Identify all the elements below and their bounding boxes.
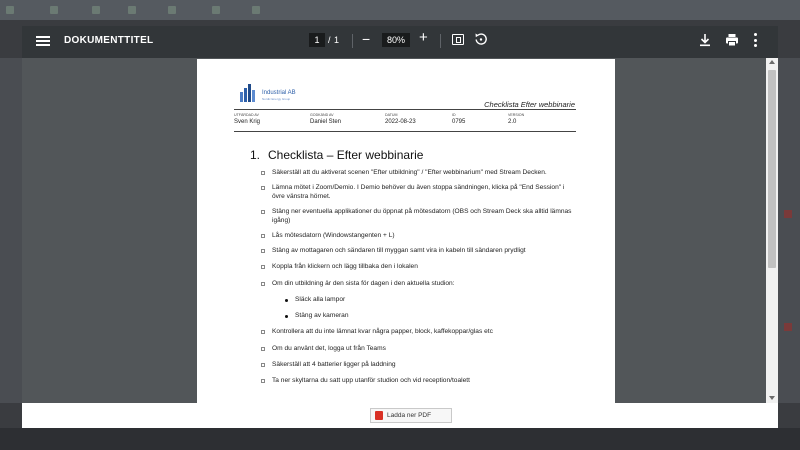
- toolbar-divider: [352, 34, 353, 48]
- sub-item: Släck alla lampor: [295, 296, 346, 303]
- checkbox-icon: [261, 265, 265, 269]
- checklist-item: Lämna mötet i Zoom/Demio. I Demio behöver du även stoppa sändningen, klicka på "End Session" i övre vänstra hörnet.: [272, 184, 565, 200]
- more-icon[interactable]: [753, 33, 757, 47]
- viewer-toolbar: [22, 26, 778, 58]
- page-separator: /: [328, 35, 331, 45]
- download-icon[interactable]: [699, 33, 711, 47]
- checkbox-icon: [261, 379, 265, 383]
- meta-value: 0795: [452, 119, 466, 125]
- fit-page-icon[interactable]: [452, 34, 464, 45]
- bullet-icon: [285, 315, 288, 318]
- background-bookmark: [168, 4, 176, 16]
- rotate-icon[interactable]: [474, 32, 488, 46]
- pdf-page: [197, 59, 615, 403]
- checkbox-icon: [261, 347, 265, 351]
- bullet-icon: [285, 299, 288, 302]
- download-pdf-button[interactable]: [370, 408, 452, 423]
- checklist-item: Kontrollera att du inte lämnat kvar några papper, block, kaffekoppar/glas etc: [272, 328, 493, 335]
- zoom-in-button[interactable]: +: [419, 29, 428, 46]
- checkbox-icon: [261, 249, 265, 253]
- toolbar-divider: [440, 34, 441, 48]
- scrollbar-thumb[interactable]: [768, 70, 776, 268]
- background-bookmark: [6, 4, 14, 16]
- checkbox-icon: [261, 210, 265, 214]
- viewer-footer: [22, 403, 778, 428]
- background-right-panel: [778, 58, 800, 403]
- background-bookmark: [252, 4, 260, 16]
- print-icon[interactable]: [725, 33, 739, 47]
- zoom-level-input[interactable]: 80%: [382, 33, 410, 47]
- scroll-down-icon[interactable]: [769, 396, 775, 400]
- header-rule: [234, 109, 576, 110]
- page-total: 1: [334, 35, 340, 45]
- checklist-item: Ta ner skyltarna du satt upp utanför studion och vid reception/toalett: [272, 377, 470, 384]
- meta-label: GODKÄND AV: [310, 113, 334, 117]
- checklist-item: Om din utbildning är den sista för dagen i den aktuella studion:: [272, 280, 455, 287]
- checkbox-icon: [261, 363, 265, 367]
- checkbox-icon: [261, 282, 265, 286]
- document-title: DOKUMENTTITEL: [64, 35, 154, 46]
- section-title-text: Checklista – Efter webbinarie: [268, 148, 424, 162]
- checkbox-icon: [261, 171, 265, 175]
- section-title: [250, 148, 423, 162]
- page-number-input[interactable]: 1: [309, 33, 325, 47]
- checklist-item: Om du använt det, logga ut från Teams: [272, 345, 386, 352]
- background-marker: [784, 323, 792, 331]
- checklist-item: Stäng ner eventuella applikationer du öppnat på mötesdatorn (OBS och Stream Deck ska alltid lämnas igång): [272, 208, 572, 224]
- sub-item: Stäng av kameran: [295, 312, 349, 319]
- background-marker: [784, 210, 792, 218]
- background-bookmarks-bar: [0, 0, 800, 20]
- meta-label: VERSION: [508, 113, 525, 117]
- pdf-viewer: [22, 58, 778, 403]
- background-bookmark: [128, 4, 136, 16]
- document-heading: Checklista Efter webbinarie: [484, 100, 575, 109]
- background-bookmark: [212, 4, 220, 16]
- background-left-panel: [0, 58, 22, 403]
- background-bottom-bar: [0, 428, 800, 450]
- checklist-item: Säkerställ att du aktiverat scenen "Efter utbildning" / "Efter webbinarium" med Stream Decken.: [272, 169, 547, 176]
- download-pdf-label: Ladda ner PDF: [387, 412, 432, 419]
- meta-label: UTFÄRDAD AV: [234, 113, 259, 117]
- meta-label: ID: [452, 113, 456, 117]
- background-bookmark: [92, 4, 100, 16]
- meta-label: DATUM: [385, 113, 398, 117]
- checkbox-icon: [261, 186, 265, 190]
- meta-value: 2022-08-23: [385, 119, 416, 125]
- background-bookmark: [50, 4, 58, 16]
- menu-icon[interactable]: [36, 34, 50, 48]
- company-name: Industrial AB: [262, 90, 296, 96]
- pdf-icon: [375, 411, 383, 420]
- checklist-item: Säkerställ att 4 batterier ligger på laddning: [272, 361, 396, 368]
- zoom-out-button[interactable]: −: [362, 31, 371, 47]
- meta-value: 2.0: [508, 119, 517, 125]
- scroll-up-icon[interactable]: [769, 60, 775, 64]
- company-tagline: Nordic Energy Group: [262, 97, 291, 101]
- section-number: 1.: [250, 148, 261, 162]
- company-logo-icon: [240, 84, 257, 102]
- checklist-item: Stäng av mottagaren och sändaren till myggan samt vira in kabeln till sändaren prydligt: [272, 247, 526, 254]
- meta-value: Daniel Sten: [310, 119, 342, 125]
- checklist-item: Lås mötesdatorn (Windowstangenten + L): [272, 232, 395, 239]
- vertical-scrollbar[interactable]: [766, 58, 778, 403]
- meta-rule: [234, 131, 576, 132]
- checklist-item: Koppla från klickern och lägg tillbaka den i lokalen: [272, 263, 418, 270]
- meta-value: Sven Krig: [234, 119, 261, 125]
- checkbox-icon: [261, 234, 265, 238]
- checkbox-icon: [261, 330, 265, 334]
